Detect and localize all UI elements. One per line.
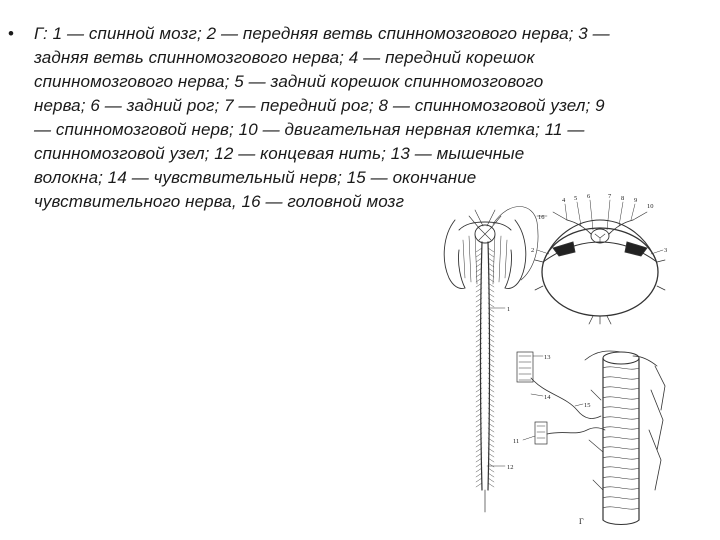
figure-letter: Г [579,517,584,526]
label-4: 4 [562,197,566,204]
caption-line: нерва; 6 — задний рог; 7 — передний рог; 8 — спинномозговой узел; 9 [34,96,605,115]
label-11: 11 [513,438,520,445]
caption-line: волокна; 14 — чувствительный нерв; 15 — окончание [34,168,477,187]
label-10: 10 [647,203,654,210]
label-13: 13 [544,354,551,361]
label-7: 7 [608,193,612,200]
caption-line: спинномозговой узел; 12 — концевая нить; 13 — мышечные [34,144,525,163]
nervous-system-illustration [425,190,720,540]
label-6: 6 [587,193,591,200]
label-9: 9 [634,197,638,204]
figure-caption [34,22,674,214]
label-15: 15 [584,402,591,409]
caption-line: спинномозгового нерва; 5 — задний корешок спинномозгового [34,72,544,91]
label-8: 8 [621,195,625,202]
label-3: 3 [664,247,668,254]
caption-line: задняя ветвь спинномозгового нерва; 4 — передний корешок [34,48,535,67]
label-1: 1 [507,306,511,313]
label-14: 14 [544,394,551,401]
label-2: 2 [531,247,535,254]
caption-line: — спинномозговой нерв; 10 — двигательная нервная клетка; 11 — [34,120,585,139]
caption-line: чувствительного нерва, 16 — головной мозг [34,192,405,211]
label-12: 12 [507,464,514,471]
bullet-marker: • [8,24,14,43]
label-5: 5 [574,195,578,202]
cross-section-drawing [535,200,668,324]
label-16: 16 [538,214,545,221]
muscle-nerve-drawing [517,351,665,525]
caption-line: Г: 1 — спинной мозг; 2 — передняя ветвь спинномозгового нерва; 3 — [34,24,610,43]
